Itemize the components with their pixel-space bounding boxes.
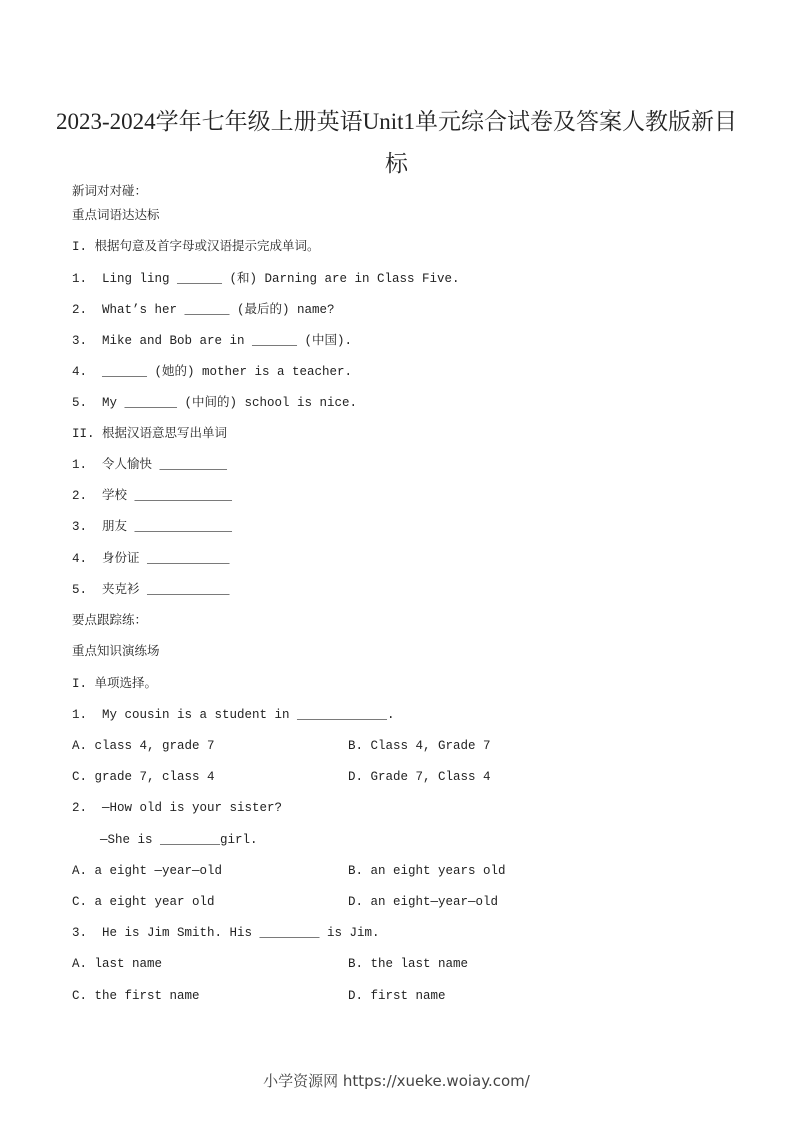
part-instruction: II. 根据汉语意思写出单词 [72, 427, 228, 441]
section-heading: 新词对对碰： [72, 185, 148, 199]
question-item: 5. My _______ (中间的) school is nice. [72, 396, 358, 410]
option-a: A. class 4, grade 7 [72, 739, 215, 753]
option-b: B. the last name [348, 957, 469, 971]
option-a: A. a eight —year—old [72, 864, 223, 878]
question-item: 1. Ling ling ______ (和) Darning are in Class Five. [72, 272, 460, 286]
question-stem-answer: —She is ________girl. [100, 833, 258, 847]
page-title: 2023-2024学年七年级上册英语Unit1单元综合试卷及答案人教版新目 [55, 109, 738, 134]
section-heading: 要点跟踪练： [72, 614, 148, 628]
option-c: C. a eight year old [72, 895, 215, 909]
question-stem: 1. My cousin is a student in ____________. [72, 708, 395, 722]
question-stem: 2. —How old is your sister? [72, 801, 283, 815]
question-item: 2. What’s her ______ (最后的) name? [72, 303, 335, 317]
question-item: 4. 身份证 ___________ [72, 552, 230, 566]
question-item: 4. ______ (她的) mother is a teacher. [72, 365, 353, 379]
question-item: 3. Mike and Bob are in ______ (中国). [72, 334, 353, 348]
question-item: 1. 令人愉快 _________ [72, 458, 228, 472]
option-c: C. the first name [72, 989, 200, 1003]
footer-watermark: 小学资源网 https://xueke.woiay.com/ [263, 1072, 530, 1090]
question-item: 2. 学校 _____________ [72, 489, 233, 503]
question-stem: 3. He is Jim Smith. His ________ is Jim. [72, 926, 380, 940]
page-title-continued: 标 [385, 151, 408, 176]
question-item: 5. 夹克衫 ___________ [72, 583, 230, 597]
option-d: D. an eight—year—old [348, 895, 499, 909]
question-item: 3. 朋友 _____________ [72, 520, 233, 534]
option-c: C. grade 7, class 4 [72, 770, 215, 784]
option-a: A. last name [72, 957, 163, 971]
part-instruction: I. 根据句意及首字母或汉语提示完成单词。 [72, 240, 320, 254]
option-d: D. Grade 7, Class 4 [348, 770, 491, 784]
part-instruction: I. 单项选择。 [72, 677, 158, 691]
option-b: B. Class 4, Grade 7 [348, 739, 491, 753]
option-d: D. first name [348, 989, 446, 1003]
option-b: B. an eight years old [348, 864, 506, 878]
section-subheading: 重点知识演练场 [72, 645, 160, 659]
section-subheading: 重点词语达达标 [72, 209, 160, 223]
